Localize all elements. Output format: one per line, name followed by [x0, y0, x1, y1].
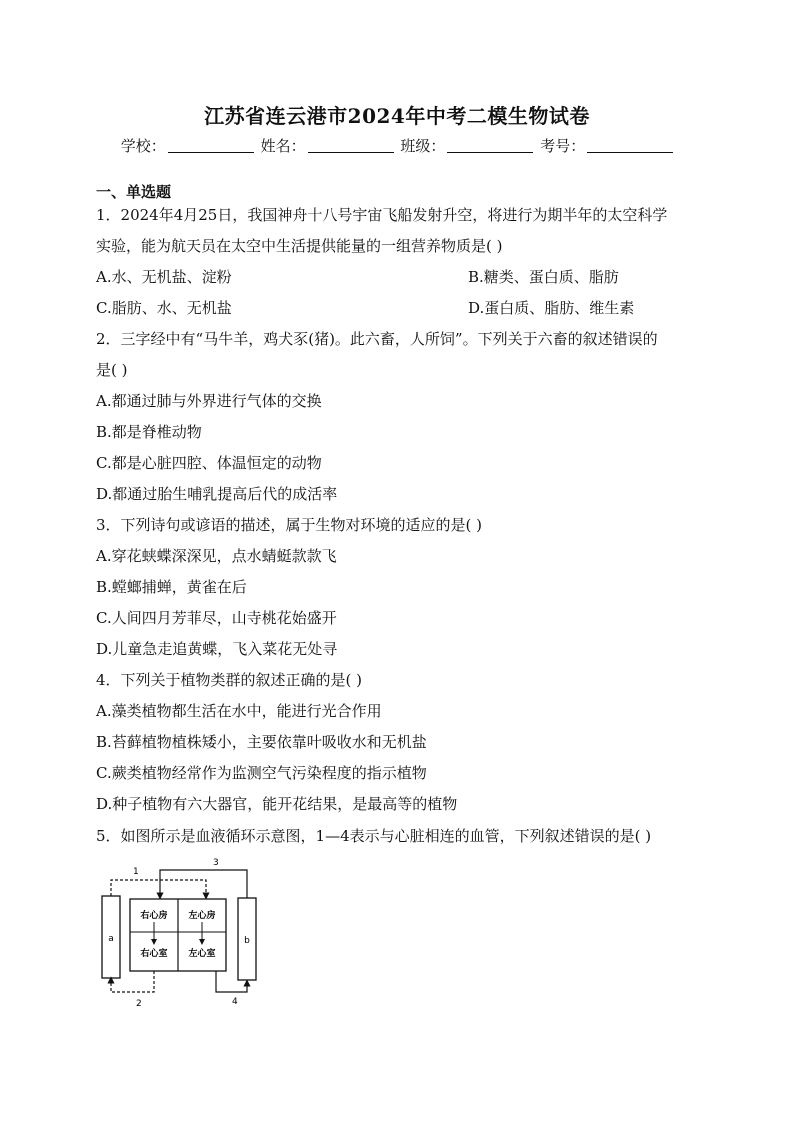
- organ-b-label: b: [244, 936, 250, 946]
- q1-option-b[interactable]: B.糖类、蛋白质、脂肪: [468, 268, 619, 286]
- q1-stem-line2: 实验，能为航天员在太空中生活提供能量的一组营养物质是( ): [96, 237, 503, 255]
- q1-options-row2: [96, 298, 696, 318]
- left-ventricle-label: 左心室: [188, 949, 216, 959]
- q1-option-d[interactable]: D.蛋白质、脂肪、维生素: [468, 299, 635, 317]
- exam-number-field: [540, 135, 673, 156]
- school-field: [121, 135, 254, 156]
- q1-option-a[interactable]: A.水、无机盐、淀粉: [96, 268, 232, 286]
- right-ventricle-label: 右心室: [140, 949, 168, 959]
- q3-option-d[interactable]: D.儿童急走追黄蝶，飞入菜花无处寻: [96, 640, 338, 658]
- q3-stem-line1: 3．下列诗句或谚语的描述，属于生物对环境的适应的是( ): [96, 516, 483, 534]
- name-field: [261, 135, 394, 156]
- q4-option-c[interactable]: C.蕨类植物经常作为监测空气污染程度的指示植物: [96, 764, 427, 782]
- q3-option-a[interactable]: A.穿花蛱蝶深深见，点水蜻蜓款款飞: [96, 547, 337, 565]
- q4-stem-line1: 4．下列关于植物类群的叙述正确的是( ): [96, 671, 363, 689]
- class-field: [400, 135, 533, 156]
- q2-option-b[interactable]: B.都是脊椎动物: [96, 423, 202, 441]
- student-info-row: [0, 135, 794, 156]
- class-label: 班级：: [400, 137, 446, 155]
- left-atrium-label: 左心房: [188, 911, 216, 921]
- q1-option-c[interactable]: C.脂肪、水、无机盐: [96, 299, 232, 317]
- q4-option-a[interactable]: A.藻类植物都生活在水中，能进行光合作用: [96, 702, 382, 720]
- q1-stem-line1: 1．2024年4月25日，我国神舟十八号宇宙飞船发射升空，将进行为期半年的太空科学: [96, 206, 668, 224]
- q2-option-a[interactable]: A.都通过肺与外界进行气体的交换: [96, 392, 322, 410]
- vessel-1-label: 1: [133, 867, 139, 877]
- vessel-3-line: [160, 870, 247, 898]
- q4-option-b[interactable]: B.苔藓植物植株矮小，主要依靠叶吸收水和无机盐: [96, 733, 427, 751]
- right-atrium-label: 右心房: [140, 911, 168, 921]
- exam-number-label: 考号：: [540, 137, 586, 155]
- school-blank[interactable]: [168, 138, 254, 153]
- q2-stem-line2: 是( ): [96, 361, 128, 379]
- q2-option-d[interactable]: D.都通过胎生哺乳提高后代的成活率: [96, 485, 338, 503]
- q2-stem-line1: 2．三字经中有“马牛羊，鸡犬豕(猪)。此六畜，人所饲”。下列关于六畜的叙述错误的: [96, 330, 658, 348]
- vessel-3-label: 3: [213, 858, 219, 868]
- blood-circulation-diagram: [92, 852, 282, 1012]
- vessel-2-label: 2: [136, 999, 142, 1009]
- school-label: 学校：: [120, 137, 166, 155]
- section-title-single-choice: 一、单选题: [96, 183, 172, 201]
- q2-option-c[interactable]: C.都是心脏四腔、体温恒定的动物: [96, 454, 322, 472]
- q3-option-b[interactable]: B.螳螂捕蝉，黄雀在后: [96, 578, 247, 596]
- q5-stem-line1: 5．如图所示是血液循环示意图，1—4表示与心脏相连的血管，下列叙述错误的是( ): [96, 827, 652, 845]
- name-blank[interactable]: [308, 138, 394, 153]
- vessel-4-label: 4: [232, 997, 238, 1007]
- name-label: 姓名：: [260, 137, 306, 155]
- exam-number-blank[interactable]: [587, 138, 673, 153]
- vessel-1-line: [111, 880, 206, 896]
- q3-option-c[interactable]: C.人间四月芳菲尽，山寺桃花始盛开: [96, 609, 337, 627]
- exam-title: 江苏省连云港市2024年中考二模生物试卷: [204, 104, 590, 128]
- q1-options-row1: [96, 267, 696, 287]
- class-blank[interactable]: [447, 138, 533, 153]
- q4-option-d[interactable]: D.种子植物有六大器官，能开花结果，是最高等的植物: [96, 795, 458, 813]
- organ-a-label: a: [108, 934, 114, 944]
